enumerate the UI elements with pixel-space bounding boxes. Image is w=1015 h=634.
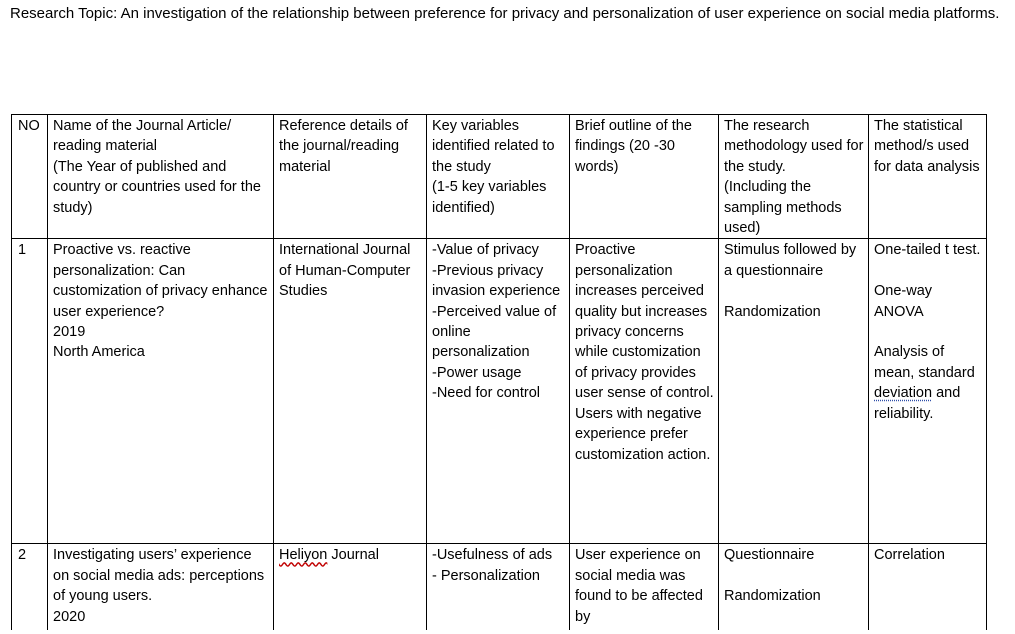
spellcheck-word: Heliyon: [279, 547, 328, 564]
header-findings: Brief outline of the findings (20 -30 words): [570, 115, 719, 239]
table-row: [12, 239, 987, 544]
header-article-name: Name of the Journal Article/ reading material (The Year of published and country or countries used for the study): [48, 115, 274, 239]
header-reference: Reference details of the journal/reading material: [274, 115, 427, 239]
article-name: Proactive vs. reactive personalization: Can customization of privacy enhance user experience? 2019 North America: [48, 239, 274, 544]
header-key-variables: Key variables identified related to the study (1-5 key variables identified): [427, 115, 570, 239]
findings: Proactive personalization increases perceived quality but increases privacy concerns while customization of privacy provides user sense of control. Users with negative experience prefer customization action.: [570, 239, 719, 544]
statistical-method: Correlation: [869, 544, 987, 630]
reference-details: [274, 544, 427, 630]
stat-text-1: One-tailed t test. One-way ANOVA Analysis of mean, standard: [874, 242, 981, 381]
header-methodology: The research methodology used for the study. (Including the sampling methods used): [719, 115, 869, 239]
literature-review-table: [11, 114, 987, 630]
methodology: Stimulus followed by a questionnaire Randomization: [719, 239, 869, 544]
key-variables: -Usefulness of ads - Personalization: [427, 544, 570, 630]
table-row: [12, 544, 987, 630]
header-row: [12, 115, 987, 239]
stat-text-2: and reliability.: [874, 385, 961, 422]
row-number: 1: [12, 239, 48, 544]
row-number: 2: [12, 544, 48, 630]
statistical-method: [869, 239, 987, 544]
research-topic: Research Topic: An investigation of the relationship between preference for privacy and personalization of user experience on social media platforms.: [10, 5, 1000, 22]
reference-details: International Journal of Human-Computer Studies: [274, 239, 427, 544]
reference-rest: Journal: [327, 547, 379, 564]
header-no: NO: [12, 115, 48, 239]
key-variables: -Value of privacy -Previous privacy invasion experience -Perceived value of online personalization -Power usage -Need for control: [427, 239, 570, 544]
article-name: Investigating users’ experience on social media ads: perceptions of young users. 2020: [48, 544, 274, 630]
findings: User experience on social media was found to be affected by: [570, 544, 719, 630]
stat-text-underlined: deviation: [874, 385, 933, 402]
methodology: Questionnaire Randomization: [719, 544, 869, 630]
header-statistical-method: The statistical method/s used for data analysis: [869, 115, 987, 239]
